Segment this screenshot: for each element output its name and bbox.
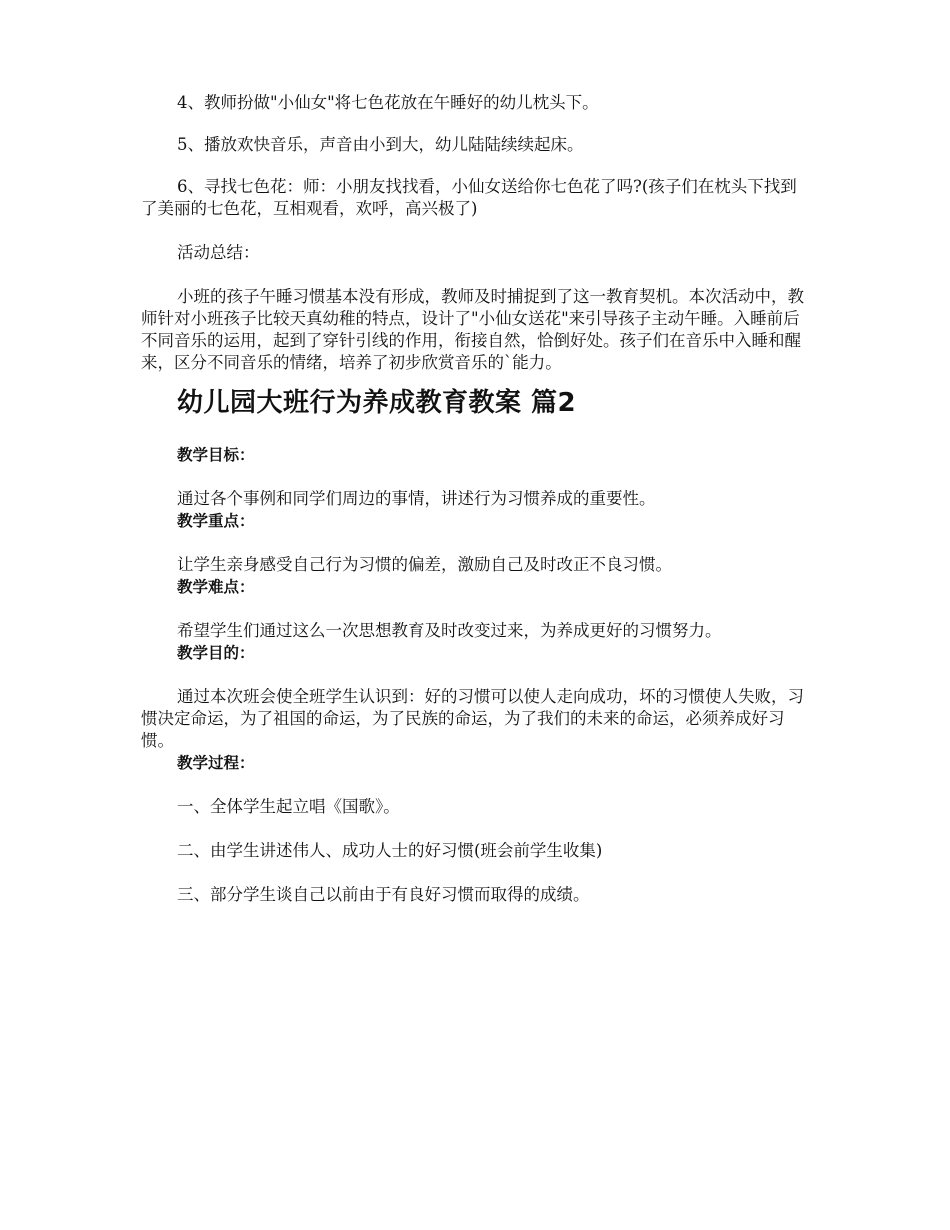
process-step-2: 二、由学生讲述伟人、成功人士的好习惯(班会前学生收集)	[177, 841, 603, 860]
activity-step-4: 4、教师扮做"小仙女"将七色花放在午睡好的幼儿枕头下。	[177, 93, 599, 112]
purpose-label: 教学目的：	[177, 644, 255, 662]
summary-label: 活动总结：	[177, 243, 260, 262]
process-label: 教学过程：	[177, 754, 255, 772]
section-title: 幼儿园大班行为养成教育教案 篇2	[177, 388, 577, 418]
document-page	[141, 92, 809, 906]
difficulty-text: 希望学生们通过这么一次思想教育及时改变过来，为养成更好的习惯努力。	[177, 621, 722, 640]
purpose-text: 通过本次班会使全班学生认识到：好的习惯可以使人走向成功，坏的习惯使人失败，习惯决定命运，为了祖国的命运，为了民族的命运，为了我们的未来的命运，必须养成好习惯。	[141, 687, 804, 750]
goal-text: 通过各个事例和同学们周边的事情，讲述行为习惯养成的重要性。	[177, 489, 656, 508]
activity-step-6: 6、寻找七色花：师：小朋友找找看，小仙女送给你七色花了吗?(孩子们在枕头下找到了美丽的七色花，互相观看，欢呼，高兴极了)	[141, 177, 797, 218]
focus-text: 让学生亲身感受自己行为习惯的偏差，激励自己及时改正不良习惯。	[177, 555, 672, 574]
focus-label: 教学重点：	[177, 512, 255, 530]
activity-step-5: 5、播放欢快音乐，声音由小到大，幼儿陆陆续续起床。	[177, 135, 584, 154]
process-step-1: 一、全体学生起立唱《国歌》。	[177, 797, 400, 816]
summary-text: 小班的孩子午睡习惯基本没有形成，教师及时捕捉到了这一教育契机。本次活动中，教师针对小班孩子比较天真幼稚的特点，设计了"小仙女送花"来引导孩子主动午睡。入睡前后不同音乐的运用，起到了穿针引线的作用，衔接自然，恰倒好处。孩子们在音乐中入睡和醒来，区分不同音乐的情绪，培养了初步欣赏音乐的`能力。	[141, 287, 804, 372]
difficulty-label: 教学难点：	[177, 578, 255, 596]
process-step-3: 三、部分学生谈自己以前由于有良好习惯而取得的成绩。	[177, 885, 590, 904]
goal-label: 教学目标：	[177, 446, 255, 464]
